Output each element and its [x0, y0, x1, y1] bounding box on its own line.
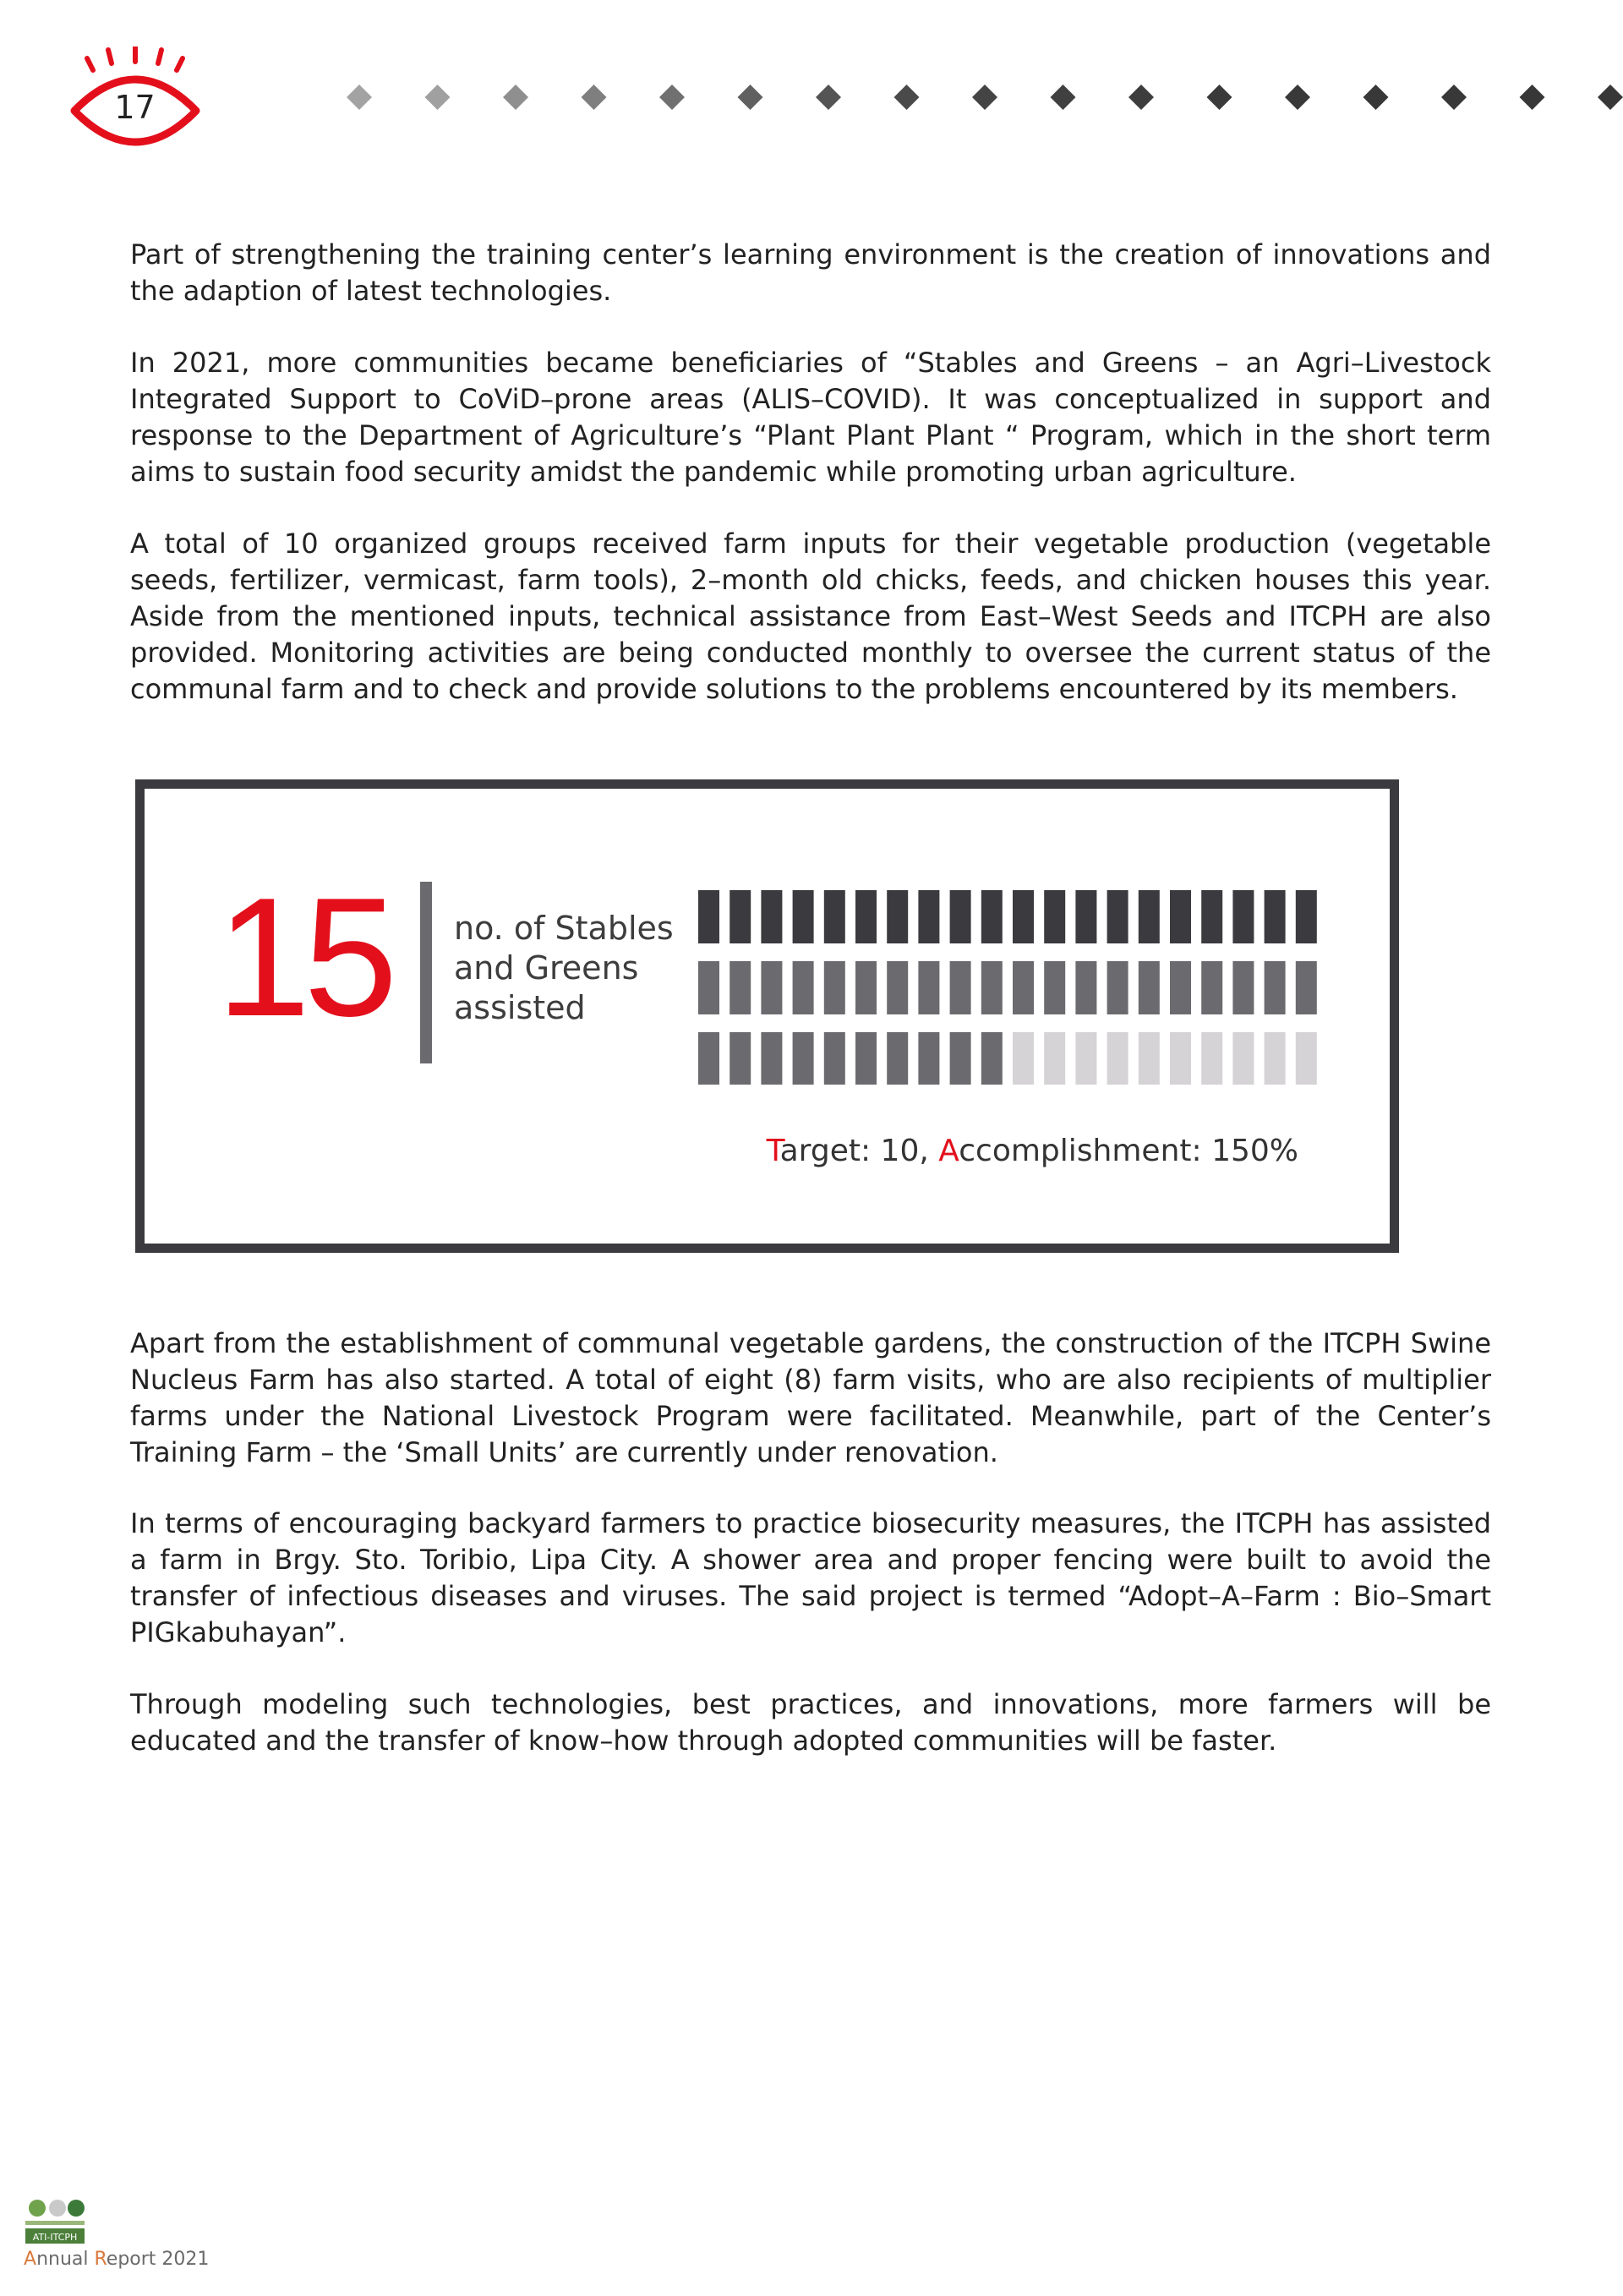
diamond-icon [738, 85, 763, 110]
bar-cell-filled [761, 961, 782, 1014]
paragraph-intro: Part of strengthening the training center’s learning environment is the creation of innovations and the adaption of latest technologies. [130, 238, 1491, 307]
diamond-strip [338, 80, 1623, 114]
bar-cell-filled [1201, 890, 1222, 943]
progress-bar-grid [698, 890, 1324, 1085]
bar-cell-filled [793, 1032, 814, 1085]
diamond-icon [1598, 85, 1623, 110]
paragraph-swine-farm: Apart from the establishment of communal vegetable gardens, the construction of the ITCPH Swine Nucleus Farm has also started. A total of eight (8) farm visits, who are also recipients of multiplier farms under the National Livestock Program were facilitated. Meanwhile, part of the Center’s Training Farm – the ‘Small Units’ are currently under renovation. [130, 1327, 1491, 1468]
footer-word-report: eport 2021 [106, 2249, 210, 2270]
accomplishment-text: ccomplishment: 150% [959, 1134, 1298, 1168]
stat-box [135, 779, 1399, 1253]
bar-cell-filled [1265, 961, 1286, 1014]
diamond-icon [425, 85, 451, 110]
bar-cell-filled [1013, 890, 1034, 943]
diamond-icon [816, 85, 841, 110]
bar-cell-filled [950, 890, 971, 943]
bar-cell-filled [824, 890, 845, 943]
bar-cell-filled [1075, 890, 1096, 943]
paragraph-conclusion: Through modeling such technologies, best practices, and innovations, more farmers will be educated and the transfer of know–how through adopted communities will be faster. [130, 1688, 1491, 1757]
bar-cell-filled [793, 890, 814, 943]
bar-cell-empty [1170, 1032, 1191, 1085]
bar-cell-empty [1296, 1032, 1317, 1085]
bar-cell-filled [950, 1032, 971, 1085]
bar-cell-empty [1232, 1032, 1254, 1085]
bar-cell-filled [730, 890, 751, 943]
bar-cell-filled [887, 1032, 908, 1085]
page-number-badge [69, 46, 205, 156]
bar-cell-filled [1296, 961, 1317, 1014]
footer-initial-a: A [24, 2249, 37, 2270]
bar-cell-filled [1265, 890, 1286, 943]
footer-report-title [24, 2249, 209, 2270]
bar-cell-filled [981, 890, 1003, 943]
stat-label-line: no. of Stables [454, 910, 674, 947]
bar-cell-filled [1232, 961, 1254, 1014]
bar-cell-filled [1296, 890, 1317, 943]
paragraph-farm-inputs: A total of 10 organized groups received farm inputs for their vegetable production (vegetable seeds, fertilizer, vermicast, farm tools), 2–month old chicks, feeds, and chicken houses this year. Aside from the mentioned inputs, technical assistance from East–West Seeds and ITCPH are also provided. Monitoring activities are being conducted monthly to oversee the current status of the communal farm and to check and provide solutions to the problems encountered by its members. [130, 528, 1491, 705]
bar-cell-filled [1107, 890, 1128, 943]
diamond-icon [894, 85, 920, 110]
bar-cell-empty [1075, 1032, 1096, 1085]
bar-cell-filled [730, 961, 751, 1014]
paragraph-stables-greens: In 2021, more communities became beneficiaries of “Stables and Greens – an Agri–Livestock Integrated Support to CoViD–prone areas (ALIS–COVID). It was conceptualized in support and response to the Department of Agriculture’s “Plant Plant Plant “ Program, which in the short term aims to sustain food security amidst the pandemic while promoting urban agriculture. [130, 347, 1491, 488]
bar-cell-filled [1170, 890, 1191, 943]
footer-word-annual: nnual [36, 2249, 95, 2270]
ati-itcph-logo [24, 2198, 87, 2252]
diamond-icon [659, 85, 685, 110]
bar-cell-filled [1201, 961, 1222, 1014]
bar-cell-filled [1044, 961, 1065, 1014]
bar-cell-filled [761, 1032, 782, 1085]
page-number: 17 [114, 89, 156, 126]
diamond-icon [972, 85, 997, 110]
bar-cell-filled [698, 1032, 719, 1085]
bar-cell-filled [918, 961, 939, 1014]
bar-cell-filled [918, 890, 939, 943]
bar-cell-filled [698, 961, 719, 1014]
accomplishment-initial: A [938, 1134, 959, 1168]
bar-cell-filled [793, 961, 814, 1014]
bar-cell-filled [918, 1032, 939, 1085]
paragraph-biosecurity: In terms of encouraging backyard farmers to practice biosecurity measures, the ITCPH has assisted a farm in Brgy. Sto. Toribio, Lipa City. A shower area and proper fencing were built to avoid the transfer of infectious diseases and viruses. The said project is termed “Adopt–A–Farm : Bio–Smart PIGkabuhayan”. [130, 1507, 1491, 1648]
target-text: arget: 10, [779, 1134, 939, 1168]
footer-initial-r: R [94, 2249, 107, 2270]
diamond-icon [1520, 85, 1545, 110]
diamond-icon [1363, 85, 1389, 110]
diamond-icon [1441, 85, 1467, 110]
stat-label-line: assisted [454, 989, 586, 1026]
bar-cell-filled [887, 961, 908, 1014]
bar-cell-filled [1044, 890, 1065, 943]
stat-label-line: and Greens [454, 949, 639, 987]
diamond-icon [503, 85, 528, 110]
bar-cell-empty [1107, 1032, 1128, 1085]
bar-cell-filled [1139, 961, 1160, 1014]
bar-cell-filled [1139, 890, 1160, 943]
bar-cell-empty [1265, 1032, 1286, 1085]
bar-cell-filled [981, 961, 1003, 1014]
bar-cell-filled [824, 961, 845, 1014]
bar-cell-filled [1013, 961, 1034, 1014]
bar-cell-filled [761, 890, 782, 943]
bar-cell-filled [887, 890, 908, 943]
diamond-icon [347, 85, 372, 110]
logo-text: ATI-ITCPH [32, 2232, 78, 2243]
diamond-icon [582, 85, 607, 110]
bar-cell-filled [1075, 961, 1096, 1014]
bar-cell-filled [730, 1032, 751, 1085]
bar-cell-filled [855, 890, 877, 943]
stat-number: 15 [216, 863, 391, 1052]
stat-divider [420, 882, 432, 1063]
bar-cell-empty [1044, 1032, 1065, 1085]
stat-label [454, 909, 674, 1028]
bar-cell-empty [1139, 1032, 1160, 1085]
bar-cell-filled [981, 1032, 1003, 1085]
bar-cell-filled [824, 1032, 845, 1085]
bar-cell-filled [1170, 961, 1191, 1014]
bar-cell-filled [855, 1032, 877, 1085]
bar-cell-filled [855, 961, 877, 1014]
target-initial: T [766, 1134, 780, 1168]
bar-cell-filled [1107, 961, 1128, 1014]
diamond-icon [1128, 85, 1154, 110]
diamond-icon [1051, 85, 1076, 110]
diamond-icon [1285, 85, 1310, 110]
bar-cell-empty [1013, 1032, 1034, 1085]
bar-cell-empty [1201, 1032, 1222, 1085]
bar-cell-filled [1232, 890, 1254, 943]
bar-cell-filled [698, 890, 719, 943]
bar-cell-filled [950, 961, 971, 1014]
diamond-icon [1207, 85, 1232, 110]
target-accomplishment [767, 1134, 1298, 1168]
